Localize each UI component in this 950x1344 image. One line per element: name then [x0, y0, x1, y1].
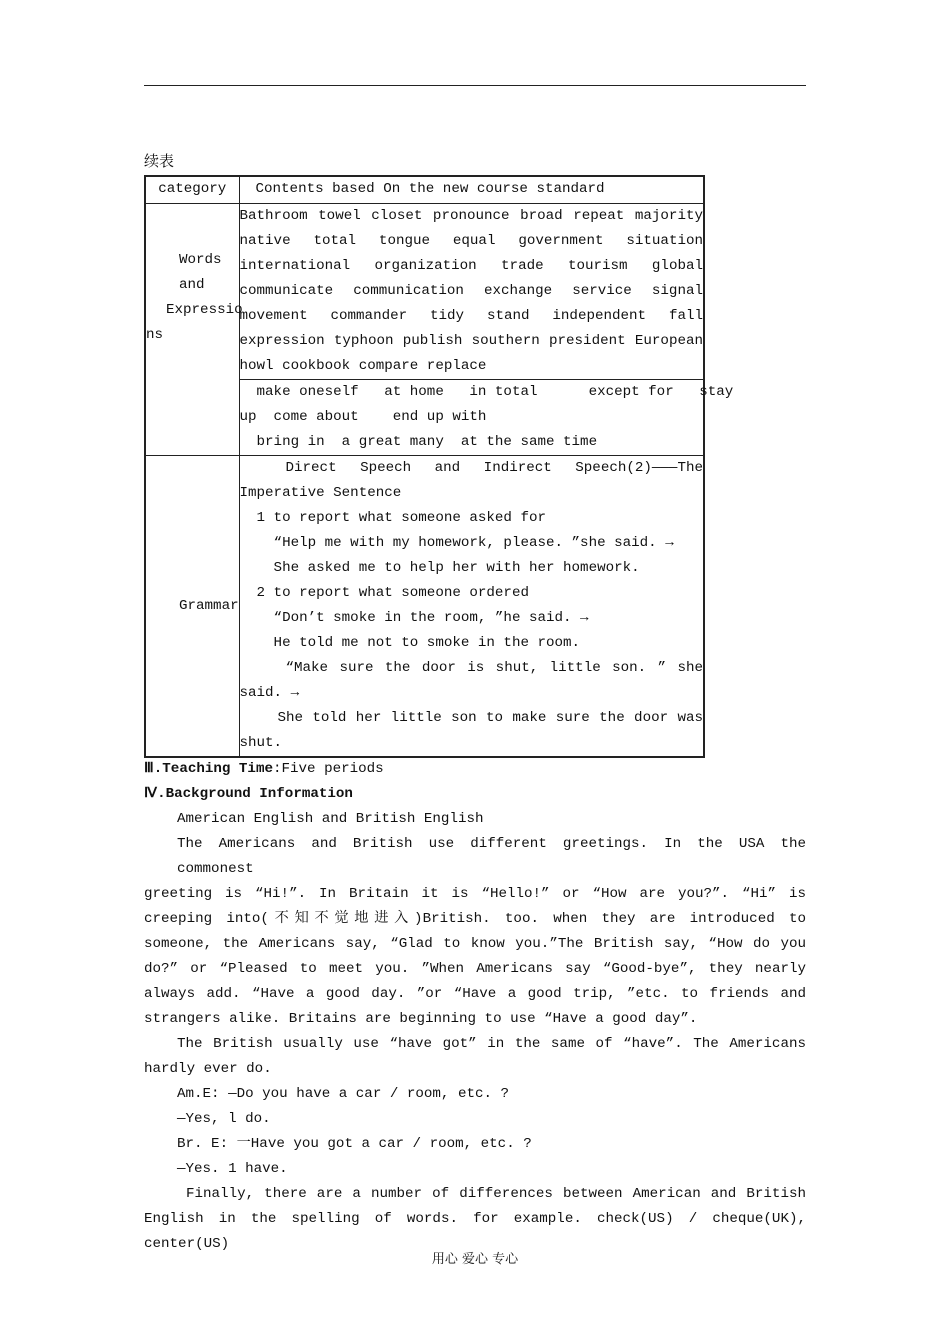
paragraph-line: Finally, there are a number of differences between American and British [186, 1186, 806, 1202]
grammar-line: 2 to report what someone ordered [239, 585, 529, 601]
dialog-line: —Yes, l do. [177, 1111, 271, 1127]
phrase-line: make oneself at home in total except for stay [239, 384, 734, 400]
section-number: Ⅳ. [144, 786, 166, 802]
subtitle: American English and British English [177, 811, 484, 827]
words-label-line: ns [146, 327, 164, 343]
contents-header: Contents based On the new course standard [239, 176, 704, 204]
header-rule [144, 85, 806, 86]
paragraph-line: English in the spelling of words. for example. check(US) / cheque(UK), center(US) [144, 1211, 806, 1252]
vocab-line: communicate communication exchange service signal [239, 283, 703, 299]
words-row [145, 204, 704, 380]
vocab-line: Bathroom towel closet pronounce broad repeat majority [239, 208, 703, 224]
background-body [144, 807, 806, 1257]
dialog-line: —Yes. 1 have. [177, 1161, 288, 1177]
grammar-row [145, 456, 704, 758]
section-teaching-time [144, 757, 806, 782]
vocabulary-table [144, 175, 734, 758]
section-value: Five periods [281, 761, 384, 777]
grammar-line: Imperative Sentence [239, 485, 402, 501]
grammar-line: Direct Speech and Indirect Speech(2)———The [285, 460, 703, 476]
paragraph-line: creeping into(不知不觉地进入)British. too. when they are introduced to [144, 911, 806, 927]
paragraph-line: strangers alike. Britains are beginning to use “Have a good day”. [144, 1011, 698, 1027]
grammar-line: He told me not to smoke in the room. [239, 635, 581, 651]
paragraph-line: always add. “Have a good day. ”or “Have a good trip, ”etc. to friends and [144, 986, 806, 1002]
grammar-line: She asked me to help her with her homework. [239, 560, 640, 576]
paragraph-line: hardly ever do. [144, 1061, 272, 1077]
vocab-line: native total tongue equal government situation [239, 233, 703, 249]
words-label-line: Words [179, 252, 222, 268]
phrase-line: up come about end up with [239, 409, 487, 425]
paragraph-line: The British usually use “have got” in the same of “have”. The Americans [177, 1036, 806, 1052]
grammar-line: shut. [239, 735, 283, 751]
paragraph-line: greeting is “Hi!”. In Britain it is “Hello!” or “How are you?”. “Hi” is [144, 886, 806, 902]
page-footer: 用心 爱心 专心 [431, 1252, 519, 1267]
grammar-line: She told her little son to make sure the door was [277, 710, 703, 726]
table-header-row [145, 176, 704, 204]
grammar-line: “Help me with my homework, please. ”she said. → [239, 535, 674, 551]
grammar-label: Grammar [145, 456, 239, 758]
paragraph-line: do?” or “Pleased to meet you. ”When Americans say “Good-bye”, they nearly [144, 961, 806, 977]
table-caption: 续表 [144, 152, 175, 170]
phrase-line: bring in a great many at the same time [239, 434, 598, 450]
words-label-cell [145, 204, 243, 456]
phrases-cell [239, 380, 734, 456]
dialog-line: Am.E: —Do you have a car / room, etc. ? [177, 1086, 510, 1102]
words-label-line: and [179, 277, 205, 293]
section-title: Background Information [165, 786, 353, 802]
grammar-line: “Don’t smoke in the room, ”he said. → [239, 610, 589, 626]
section-title: Teaching Time [162, 761, 273, 777]
grammar-line: “Make sure the door is shut, little son. ” she [285, 660, 703, 676]
grammar-line: 1 to report what someone asked for [239, 510, 546, 526]
grammar-cell [239, 456, 704, 758]
vocab-line: movement commander tidy stand independent fall [239, 308, 703, 324]
vocab-cell [239, 204, 704, 380]
dialog-line: Br. E: 一Have you got a car / room, etc. ? [177, 1136, 532, 1152]
paragraph-line: someone, the Americans say, “Glad to know you.”The British say, “How do you [144, 936, 806, 952]
section-separator: : [272, 761, 282, 777]
section-number: Ⅲ. [144, 761, 163, 777]
vocab-line: international organization trade tourism global [239, 258, 703, 274]
words-label-line: Expressio [166, 302, 243, 318]
grammar-line: said. → [239, 685, 300, 701]
vocab-line: expression typhoon publish southern president European [239, 333, 703, 349]
vocab-line: howl cookbook compare replace [239, 358, 487, 374]
section-background [144, 782, 806, 807]
paragraph-line: The Americans and British use different greetings. In the USA the commonest [177, 836, 806, 877]
category-header: category [145, 176, 239, 204]
